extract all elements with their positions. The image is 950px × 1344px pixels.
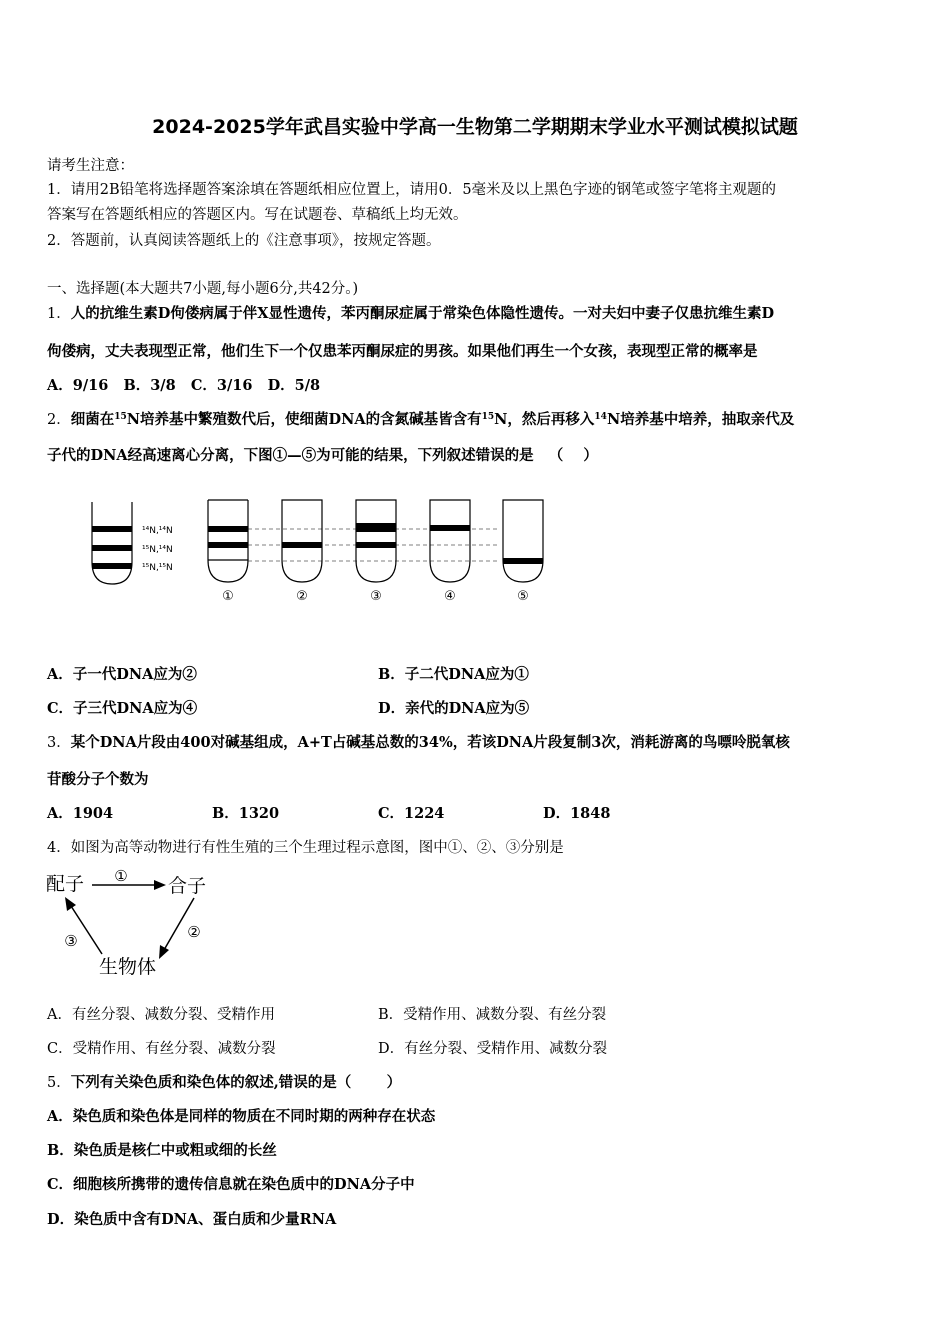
tube-label-4: ④ <box>444 589 456 604</box>
notice-item-1: 1．请用2B铅笔将选择题答案涂填在答题纸相应位置上，请用0．5毫米及以上黑色字迹的钢笔或签字笔将主观题的 <box>47 182 777 198</box>
question-number: 3． <box>47 735 71 751</box>
question-3-option-a: A．1904 <box>47 805 114 822</box>
question-4-option-c: C．受精作用、有丝分裂、减数分裂 <box>47 1041 276 1057</box>
tube-label-3: ③ <box>370 589 382 604</box>
notice-item-1-cont: 答案写在答题纸相应的答题区内。写在试题卷、草稿纸上均无效。 <box>47 207 468 223</box>
question-text: 如图为高等动物进行有性生殖的三个生理过程示意图，图中①、②、③分别是 <box>70 840 564 856</box>
reproduction-cycle-diagram <box>44 864 224 982</box>
label-15-14: ¹⁵N,¹⁴N <box>142 545 173 555</box>
tube-3 <box>356 500 396 582</box>
tube-label-1: ① <box>222 589 234 604</box>
section-heading: 一、选择题(本大题共7小题,每小题6分,共42分。) <box>47 281 359 297</box>
question-3 <box>47 731 790 752</box>
question-5-option-c: C．细胞核所携带的遗传信息就在染色质中的DNA分子中 <box>47 1176 415 1193</box>
step-3-label: ③ <box>64 932 78 950</box>
question-text: 人的抗维生素D佝偻病属于伴X显性遗传，苯丙酮尿症属于常染色体隐性遗传。一对夫妇中妻子仅患抗维生素D <box>70 305 775 322</box>
question-4 <box>47 836 564 857</box>
question-2-option-a: A．子一代DNA应为② <box>47 666 197 683</box>
tube-4 <box>430 500 470 582</box>
tube-label-2: ② <box>296 589 308 604</box>
centrifuge-tubes-diagram <box>80 494 560 609</box>
superscript: 15 <box>481 412 495 422</box>
question-5-option-d: D．染色质中含有DNA、蛋白质和少量RNA <box>47 1211 337 1228</box>
band-15-14 <box>92 545 132 551</box>
question-3-cont: 苷酸分子个数为 <box>47 771 149 788</box>
question-4-option-b: B．受精作用、减数分裂、有丝分裂 <box>378 1007 607 1023</box>
organism-label: 生物体 <box>99 956 157 978</box>
text: 细菌在 <box>70 411 115 428</box>
question-5-option-b: B．染色质是核仁中或粗或细的长丝 <box>47 1142 277 1159</box>
text: N，然后再移入 <box>494 411 595 428</box>
question-2-option-c: C．子三代DNA应为④ <box>47 700 198 717</box>
question-2 <box>47 408 794 429</box>
question-number: 1． <box>47 306 71 322</box>
question-text: 某个DNA片段由400对碱基组成，A+T占碱基总数的34%，若该DNA片段复制3次，消耗游离的鸟嘌呤脱氧核 <box>70 734 790 751</box>
page-title: 2024-2025学年武昌实验中学高一生物第二学期期末学业水平测试模拟试题 <box>152 116 798 138</box>
question-5-option-a: A．染色质和染色体是同样的物质在不同时期的两种存在状态 <box>47 1108 436 1125</box>
question-4-option-a: A．有丝分裂、减数分裂、受精作用 <box>47 1007 275 1023</box>
question-number: 2． <box>47 412 71 428</box>
reference-tube <box>92 502 132 584</box>
question-1 <box>47 302 774 323</box>
question-3-option-b: B．1320 <box>212 805 280 822</box>
text: N培养基中繁殖数代后，使细菌DNA的含氮碱基皆含有 <box>126 411 482 428</box>
question-2-option-b: B．子二代DNA应为① <box>378 666 529 683</box>
text: N培养基中培养，抽取亲代及 <box>606 411 795 428</box>
question-text: 下列有关染色质和染色体的叙述,错误的是（ ） <box>70 1074 402 1091</box>
question-3-option-d: D．1848 <box>543 805 611 822</box>
band-14-14 <box>92 526 132 532</box>
superscript: 14 <box>594 412 607 422</box>
question-1-cont: 佝偻病，丈夫表现型正常，他们生下一个仅患苯丙酮尿症的男孩。如果他们再生一个女孩，表现型正常的概率是 <box>47 343 758 360</box>
superscript: 15 <box>114 412 127 422</box>
question-3-option-c: C．1224 <box>378 805 445 822</box>
step-2-label: ② <box>187 923 201 941</box>
question-number: 5． <box>47 1075 71 1091</box>
tube-2 <box>282 500 322 582</box>
question-1-options: A．9/16 B．3/8 C．3/16 D．5/8 <box>47 377 321 394</box>
notice-item-2: 2．答题前，认真阅读答题纸上的《注意事项》，按规定答题。 <box>47 233 441 249</box>
tube-label-5: ⑤ <box>517 589 529 604</box>
tube-5 <box>503 500 543 582</box>
label-14-14: ¹⁴N,¹⁴N <box>142 526 173 536</box>
question-2-cont: 子代的DNA经高速离心分离，下图①—⑤为可能的结果，下列叙述错误的是 （ ） <box>47 447 598 464</box>
band-15-15 <box>92 563 132 569</box>
zygote-label: 合子 <box>168 875 207 897</box>
label-15-15: ¹⁵N,¹⁵N <box>142 563 173 573</box>
notice-heading: 请考生注意： <box>47 158 134 174</box>
question-5 <box>47 1071 401 1092</box>
gamete-label: 配子 <box>46 873 85 895</box>
question-4-option-d: D．有丝分裂、受精作用、减数分裂 <box>378 1041 608 1057</box>
question-number: 4． <box>47 840 71 856</box>
tube-1 <box>208 500 248 582</box>
question-2-option-d: D．亲代的DNA应为⑤ <box>378 700 530 717</box>
step-1-label: ① <box>114 867 128 885</box>
